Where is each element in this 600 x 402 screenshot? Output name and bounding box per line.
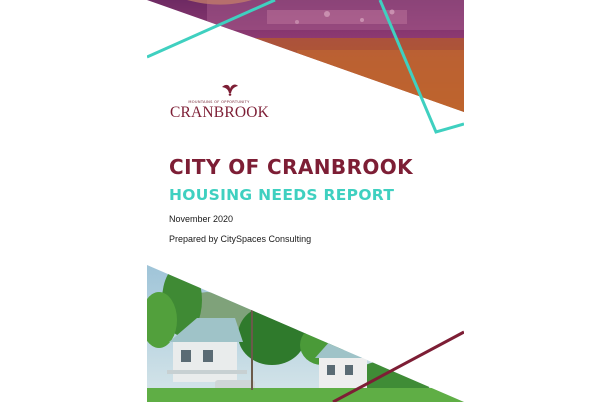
logo-tagline: MOUNTAINS OF OPPORTUNITY: [188, 100, 250, 104]
report-title: CITY OF CRANBROOK: [169, 155, 414, 179]
cranbrook-logo: [167, 80, 272, 128]
eagle-icon: [221, 80, 239, 98]
prepared-by: Prepared by CitySpaces Consulting: [169, 234, 312, 244]
report-subtitle: HOUSING NEEDS REPORT: [169, 186, 395, 204]
logo-wordmark: CRANBROOK: [169, 104, 270, 121]
report-cover-page: [147, 0, 464, 402]
report-date: November 2020: [169, 214, 234, 224]
